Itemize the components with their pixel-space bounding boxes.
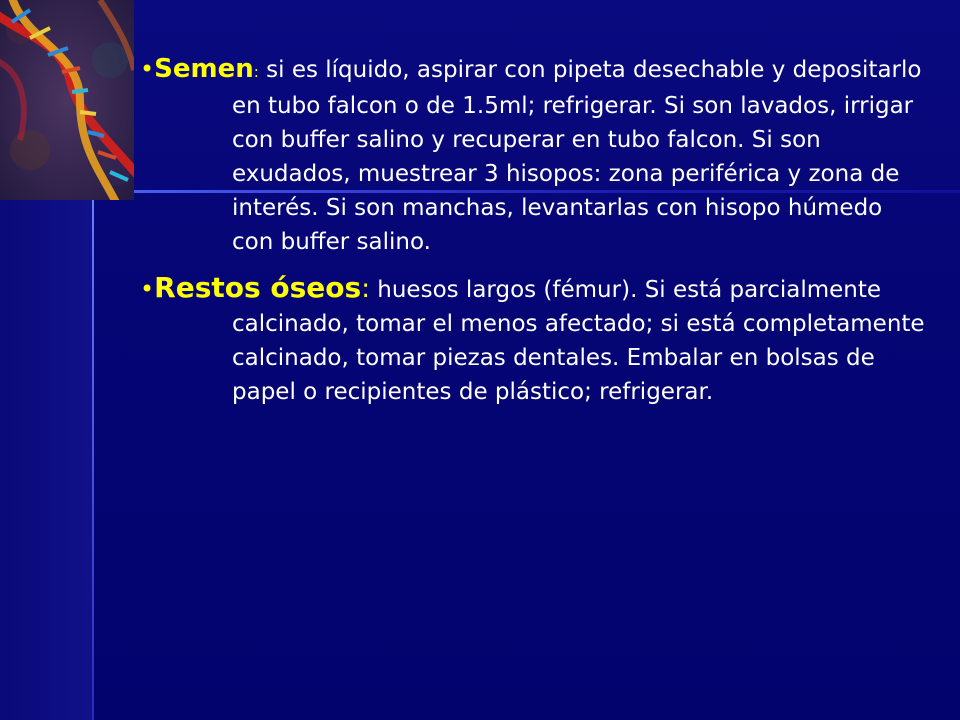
bullet-list: [140, 52, 930, 421]
item-colon: :: [361, 274, 370, 304]
item-heading: Restos óseos: [154, 271, 362, 304]
item-text: si es líquido, aspirar con pipeta desechable y depositarlo en tubo falcon o de 1.5ml; refrigerar. Si son lavados, irrigar con buffer salino y recuperar en tubo falcon. Si son exudados, muestrear 3 hisopos: zona periférica y zona de interés. Si son manchas, levantarlas con hisopo húmedo con buffer salino.: [232, 57, 922, 255]
dna-helix-image: [0, 0, 134, 200]
bullet-marker: •: [140, 55, 155, 83]
item-heading: Semen: [154, 54, 254, 84]
item-text: huesos largos (fémur). Si está parcialmente calcinado, tomar el menos afectado; si está completamente calcinado, tomar piezas dentales. Embalar en bolsas de papel o recipientes de plástico; refrigerar.: [232, 277, 925, 405]
item-colon: :: [253, 63, 259, 81]
bullet-marker: •: [140, 275, 155, 303]
bullet-item-semen: [140, 52, 930, 259]
vertical-divider-line: [92, 196, 94, 720]
dna-helix-icon: [0, 0, 134, 200]
bullet-item-restos-oseos: [140, 271, 930, 409]
